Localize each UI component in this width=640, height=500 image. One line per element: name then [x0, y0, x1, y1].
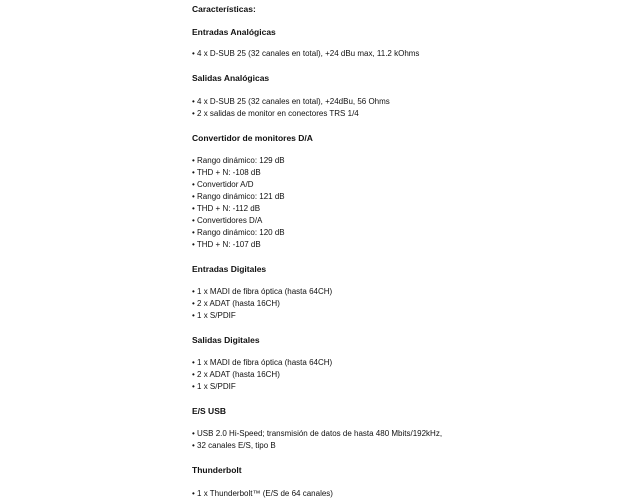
list-item: • 1 x Thunderbolt™ (E/S de 64 canales)	[192, 489, 333, 498]
list-item: • THD + N: -108 dB	[192, 168, 261, 177]
list-item: • 1 x MADI de fibra óptica (hasta 64CH)	[192, 358, 333, 367]
section-heading-thunderbolt: Thunderbolt	[192, 465, 242, 475]
section-heading-convertidor-monitores: Convertidor de monitores D/A	[192, 133, 313, 143]
list-item: • 1 x S/PDIF	[192, 311, 236, 320]
list-item: • 1 x MADI de fibra óptica (hasta 64CH)	[192, 287, 333, 296]
section-heading-es-usb: E/S USB	[192, 406, 227, 416]
list-item: • 32 canales E/S, tipo B	[192, 441, 276, 450]
list-item: • Rango dinámico: 121 dB	[192, 192, 285, 201]
list-item: • 2 x ADAT (hasta 16CH)	[192, 299, 280, 308]
list-item: • Rango dinámico: 120 dB	[192, 228, 285, 237]
list-item: • Convertidores D/A	[192, 216, 263, 225]
list-item: • USB 2.0 Hi-Speed; transmisión de datos de hasta 480 Mbits/192kHz,	[192, 429, 443, 438]
list-item: • 2 x ADAT (hasta 16CH)	[192, 370, 280, 379]
page-title: Características:	[192, 4, 256, 14]
list-item: • 4 x D-SUB 25 (32 canales en total), +24dBu, 56 Ohms	[192, 97, 390, 106]
list-item: • Convertidor A/D	[192, 180, 254, 189]
list-item: • 4 x D-SUB 25 (32 canales en total), +24 dBu max, 11.2 kOhms	[192, 49, 420, 58]
section-heading-salidas-analogicas: Salidas Analógicas	[192, 73, 270, 83]
list-item: • THD + N: -112 dB	[192, 204, 261, 213]
list-item: • 2 x salidas de monitor en conectores TRS 1/4	[192, 109, 359, 118]
list-item: • THD + N: -107 dB	[192, 240, 261, 249]
section-heading-entradas-digitales: Entradas Digitales	[192, 264, 267, 274]
section-heading-salidas-digitales: Salidas Digitales	[192, 335, 260, 345]
list-item: • Rango dinámico: 129 dB	[192, 156, 285, 165]
section-heading-entradas-analogicas: Entradas Analógicas	[192, 27, 276, 37]
list-item: • 1 x S/PDIF	[192, 382, 236, 391]
